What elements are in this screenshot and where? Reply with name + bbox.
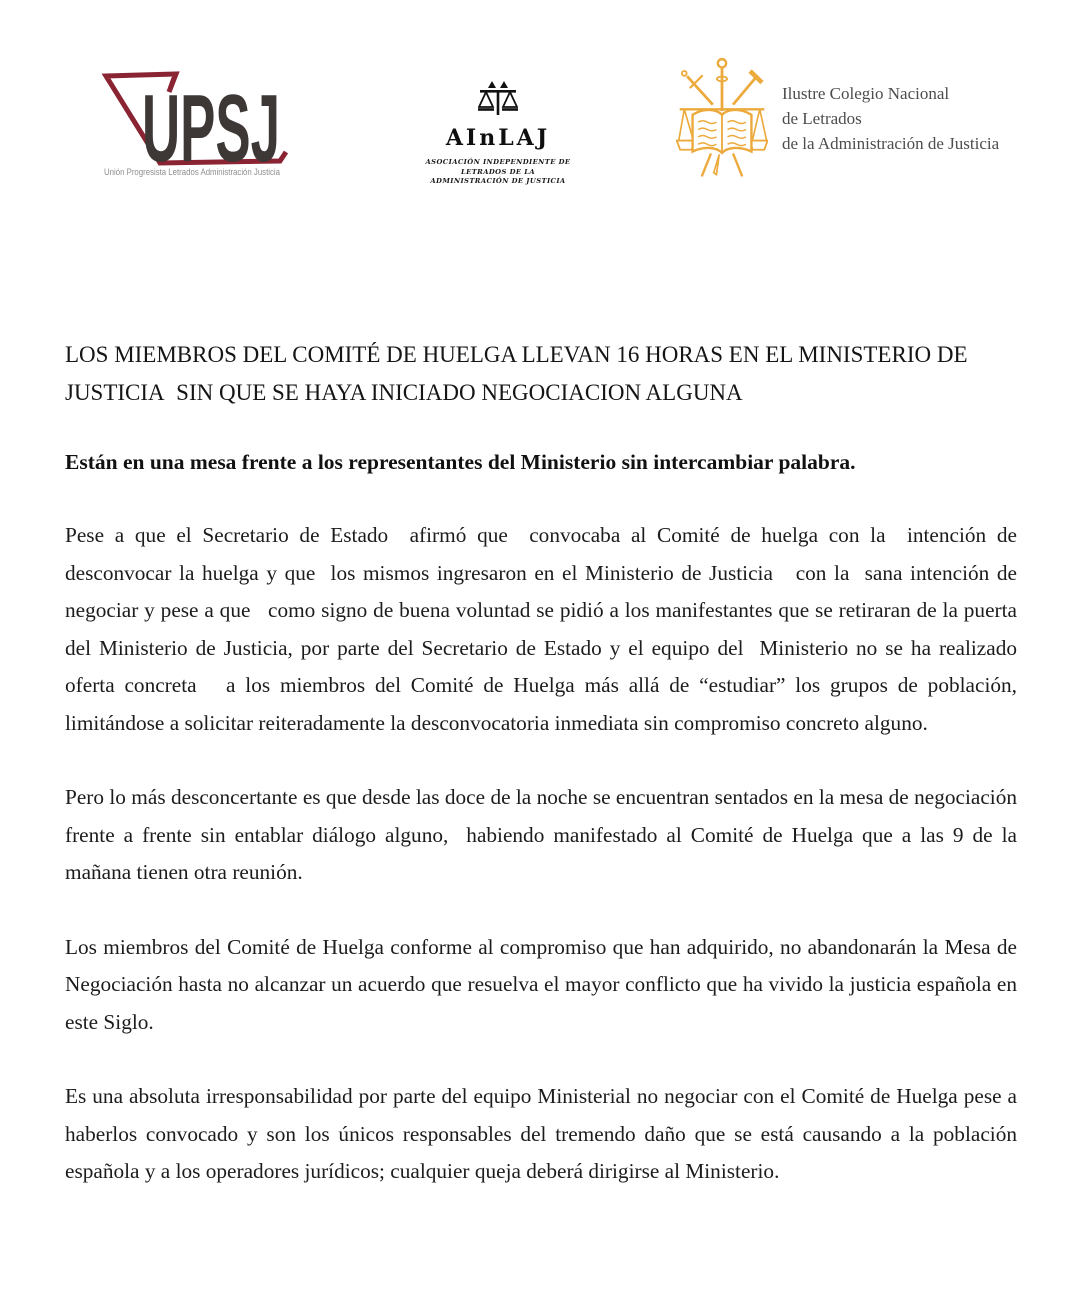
scales-top-left-ornament (488, 81, 496, 88)
upsj-acronym-text: UPSJ (142, 75, 280, 180)
scales-top-right-ornament (500, 81, 508, 88)
document-body (65, 336, 1017, 1228)
headline: LOS MIEMBROS DEL COMITÉ DE HUELGA LLEVAN 16 HORAS EN EL MINISTERIO DE JUSTICIA SIN QUE SE HAYA INICIADO NEGOCIACION ALGUNA (65, 342, 968, 405)
colegio-name-line1: Ilustre Colegio Nacional (782, 83, 950, 103)
colegio-logo (676, 54, 999, 182)
scales-book-emblem-icon (676, 54, 768, 182)
scales-right-pan (503, 92, 517, 107)
scales-of-justice-icon (478, 80, 518, 122)
upsj-subtitle-text: Unión Progresista Letrados Administración Justicia (104, 167, 280, 177)
colegio-emblem-group (677, 59, 768, 176)
scales-left-pan (479, 92, 493, 107)
ainlaj-logo (405, 80, 591, 187)
paragraph-2: Pero lo más desconcertante es que desde las doce de la noche se encuentran sentados en la mesa de negociación frente a frente sin entablar diálogo alguno, habiendo manifestado al Comité de Huelga que a las 9 de la mañana tienen otra reunión. (65, 785, 1017, 884)
ainlaj-caption (405, 158, 591, 187)
subheadline: Están en una mesa frente a los representantes del Ministerio sin intercambiar palabra. (65, 450, 856, 474)
upsj-logo-shape (93, 62, 289, 180)
ainlaj-caption-line1: ASOCIACIÓN INDEPENDIENTE DE LETRADOS DE LA (425, 158, 571, 176)
colegio-name (782, 81, 999, 156)
upsj-logo (93, 62, 289, 180)
paragraph-1: Pese a que el Secretario de Estado afirmó que convocaba al Comité de huelga con la intención de desconvocar la huelga y que los mismos ingresaron en el Ministerio de Justicia con la sana intención de negociar y pese a que como signo de buena voluntad se pidió a los manifestantes que se retiraran de la puerta del Ministerio de Justicia, por parte del Secretario de Estado y el equipo del Ministerio no se ha realizado oferta concreta a los miembros del Comité de Huelga más allá de “estudiar” los grupos de población, limitándose a solicitar reiteradamente la desconvocatoria inmediata sin compromiso concreto alguno. (65, 523, 1017, 735)
scales-post (497, 90, 500, 115)
colegio-name-line2: de Letrados (782, 108, 862, 128)
colegio-name-line3: de la Administración de Justicia (782, 133, 1000, 153)
ainlaj-caption-line2: ADMINISTRACIÓN DE JUSTICIA (430, 177, 566, 185)
paragraph-4: Es una absoluta irresponsabilidad por parte del equipo Ministerial no negociar con el Comité de Huelga pese a haberlos convocado y son los únicos responsables del tremendo daño que se está causando a la población española y a los operadores jurídicos; cualquier queja deberá dirigirse al Ministerio. (65, 1084, 1017, 1183)
paragraph-3: Los miembros del Comité de Huelga conforme al compromiso que han adquirido, no abandonarán la Mesa de Negociación hasta no alcanzar un acuerdo que resuelva el mayor conflicto que ha vivido la justicia española en este Siglo. (65, 934, 1017, 1034)
ainlaj-acronym: AInLAJ (445, 125, 551, 151)
